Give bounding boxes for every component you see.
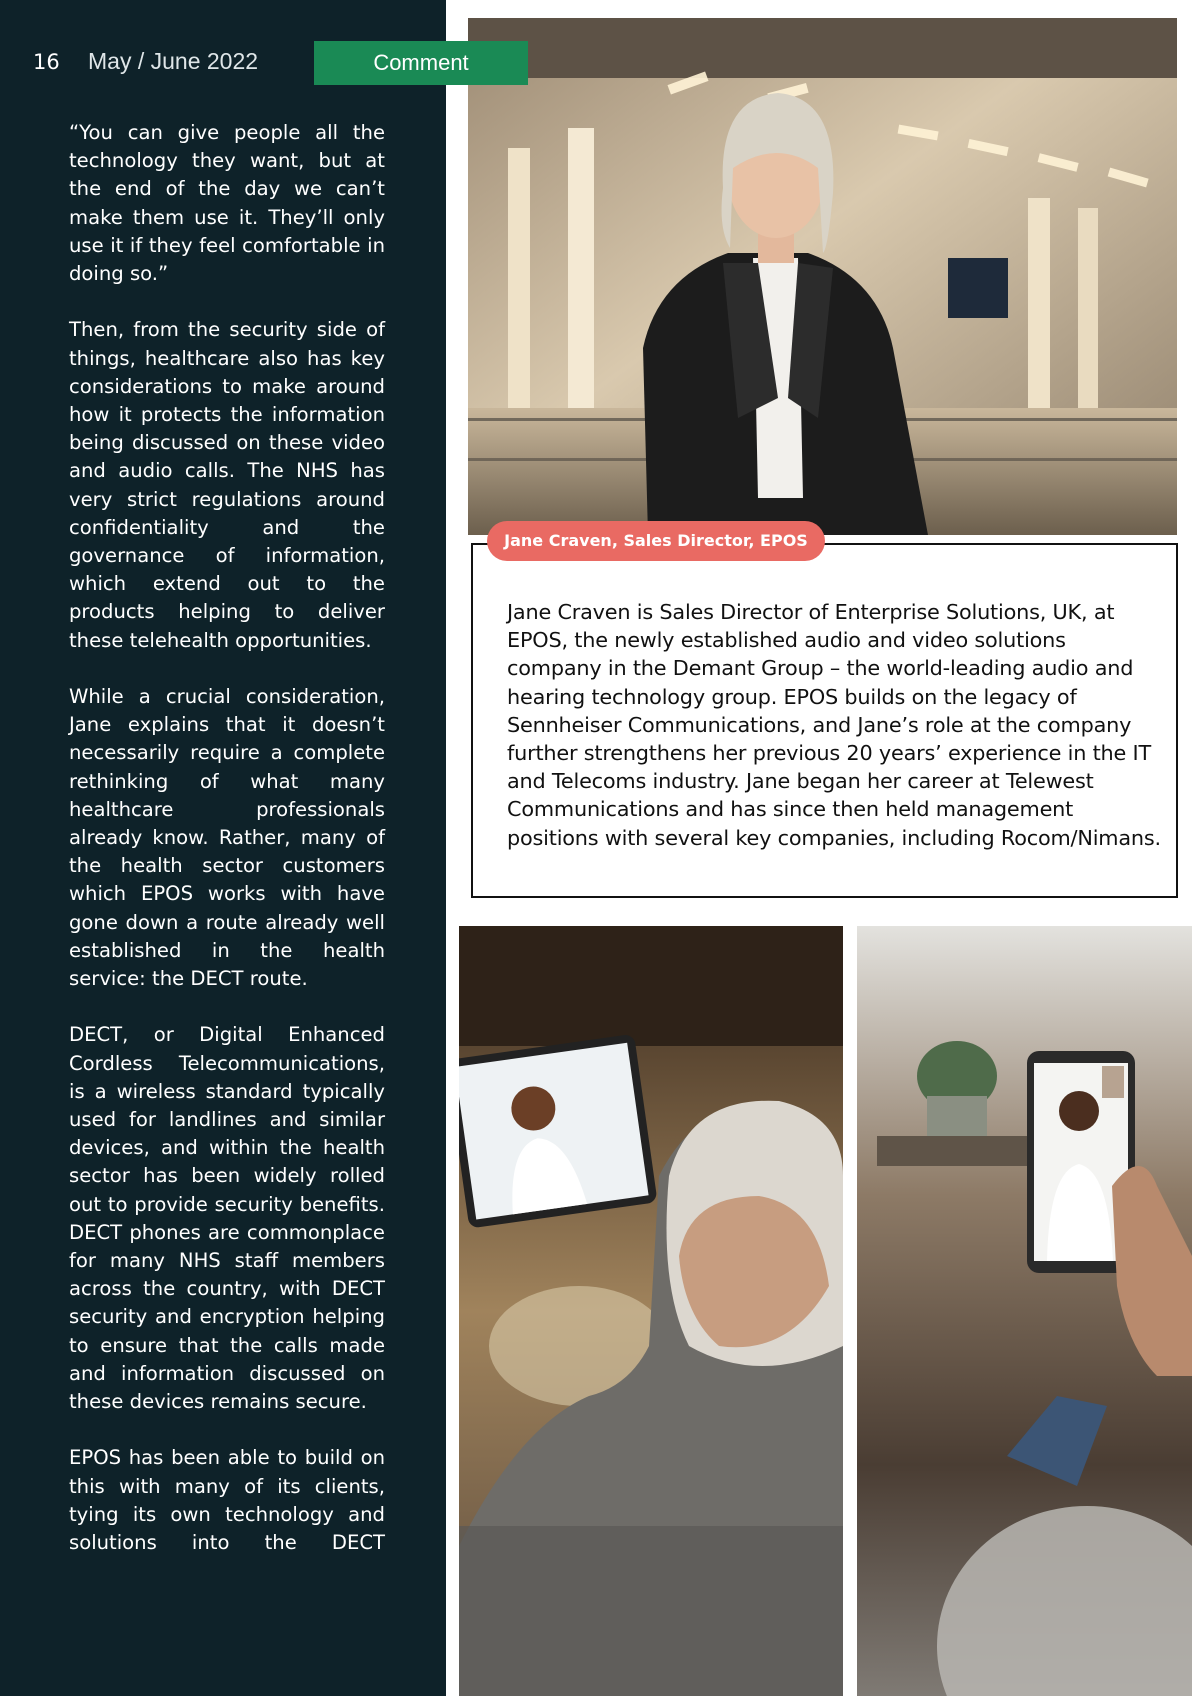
page-number: 16 [33,50,60,74]
article-paragraph: “You can give people all the technology they want, but at the end of the day we can’t make them use it. They’ll only use it if they feel comfortable in doing so.” [69,121,385,286]
section-tab: Comment [314,41,528,85]
article-paragraph: While a crucial consideration, Jane explains that it doesn’t necessarily require a complete rethinking of what many healthcare professionals already know. Rather, many of the health sector customers which EPOS works with have gone down a route already well established in the health service: the DECT route. [69,685,385,991]
issue-date: May / June 2022 [88,48,259,74]
photo-caption: Jane Craven, Sales Director, EPOS [487,521,825,561]
portrait-photo [468,18,1177,535]
article-paragraph: Then, from the security side of things, healthcare also has key considerations to make around how it protects the information being discussed on these video and audio calls. The NHS has very strict regulations around confidentiality and the governance of information, which extend out to the products helping to deliver these telehealth opportunities. [69,318,385,652]
profile-bio: Jane Craven is Sales Director of Enterprise Solutions, UK, at EPOS, the newly established audio and video solutions company in the Demant Group – the world-leading audio and hearing technology group. EPOS builds on the legacy of Sennheiser Communications, and Jane’s role at the company further strengthens her previous 20 years’ experience in the IT and Telecoms industry. Jane began her career at Telewest Communications and has since then held management positions with several key companies, including Rocom/Nimans. [507,600,1161,850]
article-paragraph: DECT, or Digital Enhanced Cordless Telecommunications, is a wireless standard typically used for landlines and similar devices, and within the health sector has been widely rolled out to provide security benefits. DECT phones are commonplace for many NHS staff members across the country, with DECT security and encryption helping to ensure that the calls made and information discussed on these devices remains secure. [69,1023,385,1414]
article-body [69,119,385,1557]
article-paragraph: EPOS has been able to build on this with many of its clients, tying its own technology and solutions into the DECT [69,1446,385,1555]
video-call-photo [459,926,843,1696]
phone-call-photo [857,926,1192,1696]
